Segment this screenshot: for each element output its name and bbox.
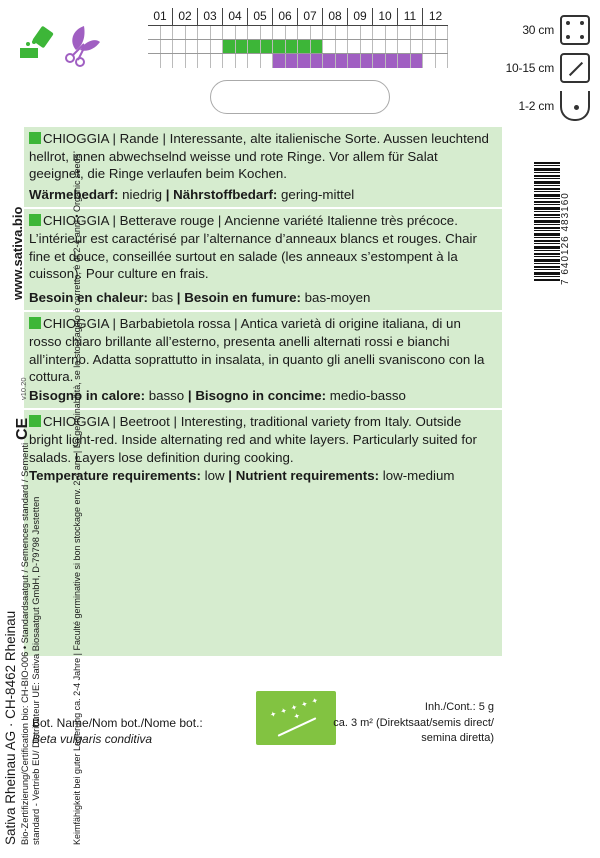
hanging-hole [210, 80, 390, 114]
contents-line: Inh./Cont.: 5 g [424, 701, 494, 713]
calendar-row-sowing [148, 40, 448, 54]
req-label: Besoin en chaleur: [29, 289, 148, 305]
ce-mark: CE [14, 417, 31, 440]
calendar-cell [223, 26, 236, 39]
calendar-cell [273, 40, 286, 53]
sowing-calendar [148, 8, 448, 68]
row-spacing-label: 30 cm [522, 23, 554, 37]
calendar-cell [173, 26, 186, 39]
calendar-cell [373, 54, 386, 68]
top-left-icons [14, 20, 104, 70]
certification-line-1: Bio-Zertifizierung/Certification bio: CH-BIO-006 • Standardsaatgut / Semences standard / Sementi [20, 442, 30, 845]
calendar-month-12: 12 [428, 9, 443, 23]
calendar-cell [398, 26, 411, 39]
calendar-cell [411, 54, 424, 68]
calendar-cell [236, 40, 249, 53]
calendar-cell [348, 54, 361, 68]
calendar-cell [186, 40, 199, 53]
calendar-cell [186, 26, 199, 39]
section-text: CHIOGGIA | Rande | Interessante, alte italienische Sorte. Aussen leuchtend hellrot, innen abwechselnd weisse und rote Ringe. Vor allem für Salat geeignet, die Ringe verlaufen beim Kochen. [29, 131, 489, 182]
botanical-name-label: Bot. Name/Nom bot./Nome bot.: [32, 716, 203, 730]
calendar-cell [148, 40, 161, 53]
calendar-month-03: 03 [198, 8, 223, 25]
calendar-cell [386, 26, 399, 39]
calendar-month-11: 11 [398, 8, 423, 25]
calendar-cell [286, 54, 299, 68]
calendar-cell [411, 40, 424, 53]
calendar-cell [361, 40, 374, 53]
calendar-cell [198, 26, 211, 39]
calendar-cell [298, 54, 311, 68]
calendar-cell [236, 26, 249, 39]
calendar-cell [236, 54, 249, 68]
calendar-cell [361, 54, 374, 68]
calendar-cell [161, 40, 174, 53]
calendar-cell [298, 26, 311, 39]
calendar-cell [148, 54, 161, 68]
barcode [534, 162, 560, 282]
sowing-depth-label: 1-2 cm [518, 99, 554, 113]
calendar-cell [223, 54, 236, 68]
req-label: Nutrient requirements: [235, 468, 380, 484]
calendar-cell [336, 26, 349, 39]
req-label: Temperature requirements: [29, 468, 201, 484]
calendar-cell [436, 40, 449, 53]
sowing-harvest-legend-icon [14, 20, 104, 70]
green-square-icon [29, 132, 41, 144]
harvest-icon [66, 26, 100, 66]
calendar-month-06: 06 [273, 8, 298, 25]
calendar-cell [173, 40, 186, 53]
calendar-cell [161, 54, 174, 68]
sowing-icon [20, 26, 54, 58]
calendar-cell [186, 54, 199, 68]
calendar-cell [248, 54, 261, 68]
calendar-cell [311, 40, 324, 53]
section-french [24, 209, 502, 312]
section-requirements: Besoin en chaleur: bas | Besoin en fumure: bas-moyen [29, 289, 371, 305]
plant-spacing-label: 10-15 cm [505, 61, 554, 75]
calendar-cell [436, 54, 449, 68]
calendar-cell [211, 54, 224, 68]
calendar-month-09: 09 [348, 8, 373, 25]
version-label: v10.20 [19, 377, 28, 400]
calendar-cell [211, 40, 224, 53]
calendar-cell [373, 26, 386, 39]
req-value: bas-moyen [300, 289, 371, 305]
botanical-name: Beta vulgaris conditiva [32, 732, 153, 746]
green-square-icon [29, 317, 41, 329]
company-address: Sativa Rheinau AG · CH-8462 Rheinau [3, 610, 18, 845]
calendar-cell [398, 40, 411, 53]
calendar-cell [211, 26, 224, 39]
eu-organic-logo [256, 691, 336, 745]
section-english [24, 410, 502, 488]
calendar-row-empty [148, 26, 448, 40]
calendar-cell [386, 54, 399, 68]
ean-number: 7 640126 483160 [560, 192, 571, 285]
req-value: niedrig [118, 186, 166, 202]
certification-line-2: standard - Vertrieb EU/ Distributeur UE: Sativa Biosaatgut GmbH, D-79798 Jestetten [31, 496, 41, 845]
calendar-month-10: 10 [373, 8, 398, 25]
calendar-cell [436, 26, 449, 39]
section-italian [24, 312, 502, 410]
calendar-cell [336, 40, 349, 53]
calendar-cell [423, 40, 436, 53]
calendar-cell [298, 40, 311, 53]
website-link[interactable]: www.sativa.bio [10, 206, 25, 300]
contents-info [333, 700, 494, 747]
calendar-month-05: 05 [248, 8, 273, 25]
contents-line: ca. 3 m² (Direktsaat/semis direct/ [333, 716, 494, 729]
calendar-months [148, 8, 448, 25]
calendar-cell [173, 54, 186, 68]
section-text: CHIOGGIA | Beetroot | Interesting, traditional variety from Italy. Outside bright light-red. Inside alternating red and white layers. Particularly suited for salads. Layers lose definition during cooking. [29, 414, 477, 465]
req-label: Besoin en fumure: [184, 289, 301, 305]
calendar-month-01: 01 [148, 8, 173, 25]
calendar-cell [361, 26, 374, 39]
calendar-cell [311, 26, 324, 39]
req-label: Nährstoffbedarf: [173, 186, 278, 202]
calendar-cell [411, 26, 424, 39]
req-label: Wärmebedarf: [29, 186, 119, 202]
calendar-cell [323, 26, 336, 39]
calendar-cell [348, 26, 361, 39]
section-requirements: Bisogno in calore: basso | Bisogno in concime: medio-basso [29, 387, 406, 403]
req-label: Bisogno in concime: [195, 387, 327, 403]
calendar-cell [386, 40, 399, 53]
calendar-cell [423, 26, 436, 39]
calendar-cell [273, 54, 286, 68]
calendar-cell [198, 54, 211, 68]
req-value: low-medium [379, 468, 455, 484]
calendar-row-harvest [148, 54, 448, 68]
calendar-cell [323, 54, 336, 68]
calendar-month-04: 04 [223, 8, 248, 25]
calendar-month-02: 02 [173, 8, 198, 25]
calendar-cell [398, 54, 411, 68]
calendar-cell [248, 40, 261, 53]
calendar-cell [348, 40, 361, 53]
calendar-cell [373, 40, 386, 53]
calendar-cell [198, 40, 211, 53]
calendar-cell [423, 54, 436, 68]
section-text: CHIOGGIA | Barbabietola rossa | Antica varietà di origine italiana, di un rosso chiaro brillante all’esterno, presenta anelli alternati rossi e bianchi all’interno. Adatta soprattutto in insalata, in quanto gli anelli svaniscono con la cottura. [29, 316, 485, 385]
calendar-cell [223, 40, 236, 53]
calendar-cell [261, 40, 274, 53]
req-value: basso [145, 387, 188, 403]
calendar-cell [248, 26, 261, 39]
storage-info: Keimfähigkeit bei guter Lagerung ca. 2-4 Jahre | Faculté germinative si bon stockage env. 2-4 ans | La germinabilità, se lo stoccaggio è corretto, è di 2-4 anni • Organic seeds [72, 153, 82, 845]
req-value: medio-basso [326, 387, 406, 403]
calendar-cell [261, 26, 274, 39]
calendar-cell [273, 26, 286, 39]
calendar-grid [148, 25, 448, 68]
calendar-cell [161, 26, 174, 39]
req-value: bas [147, 289, 177, 305]
description-box [24, 127, 502, 656]
section-requirements: Temperature requirements: low | Nutrient requirements: low-medium [29, 468, 455, 484]
calendar-cell [336, 54, 349, 68]
calendar-cell [323, 40, 336, 53]
contents-line: semina diretta) [421, 732, 494, 744]
req-value: low [200, 468, 229, 484]
calendar-cell [286, 40, 299, 53]
req-label: Bisogno in calore: [29, 387, 145, 403]
section-requirements: Wärmebedarf: niedrig | Nährstoffbedarf: gering-mittel [29, 186, 355, 202]
section-german [24, 127, 502, 209]
calendar-cell [286, 26, 299, 39]
green-square-icon [29, 214, 41, 226]
calendar-cell [261, 54, 274, 68]
calendar-cell [311, 54, 324, 68]
section-text: CHIOGGIA | Betterave rouge | Ancienne variété Italienne très précoce. L’intérieur est caractérisé par l’alternance d’anneaux blancs et rouges. Chair fine et douce, conseillée surtout en salade (les anneaux s’estompent à la cuisson). Pour culture en frais. [29, 213, 477, 282]
side-info [502, 0, 600, 858]
calendar-month-08: 08 [323, 8, 348, 25]
calendar-cell [148, 26, 161, 39]
req-value: gering-mittel [277, 186, 355, 202]
calendar-month-07: 07 [298, 8, 323, 25]
